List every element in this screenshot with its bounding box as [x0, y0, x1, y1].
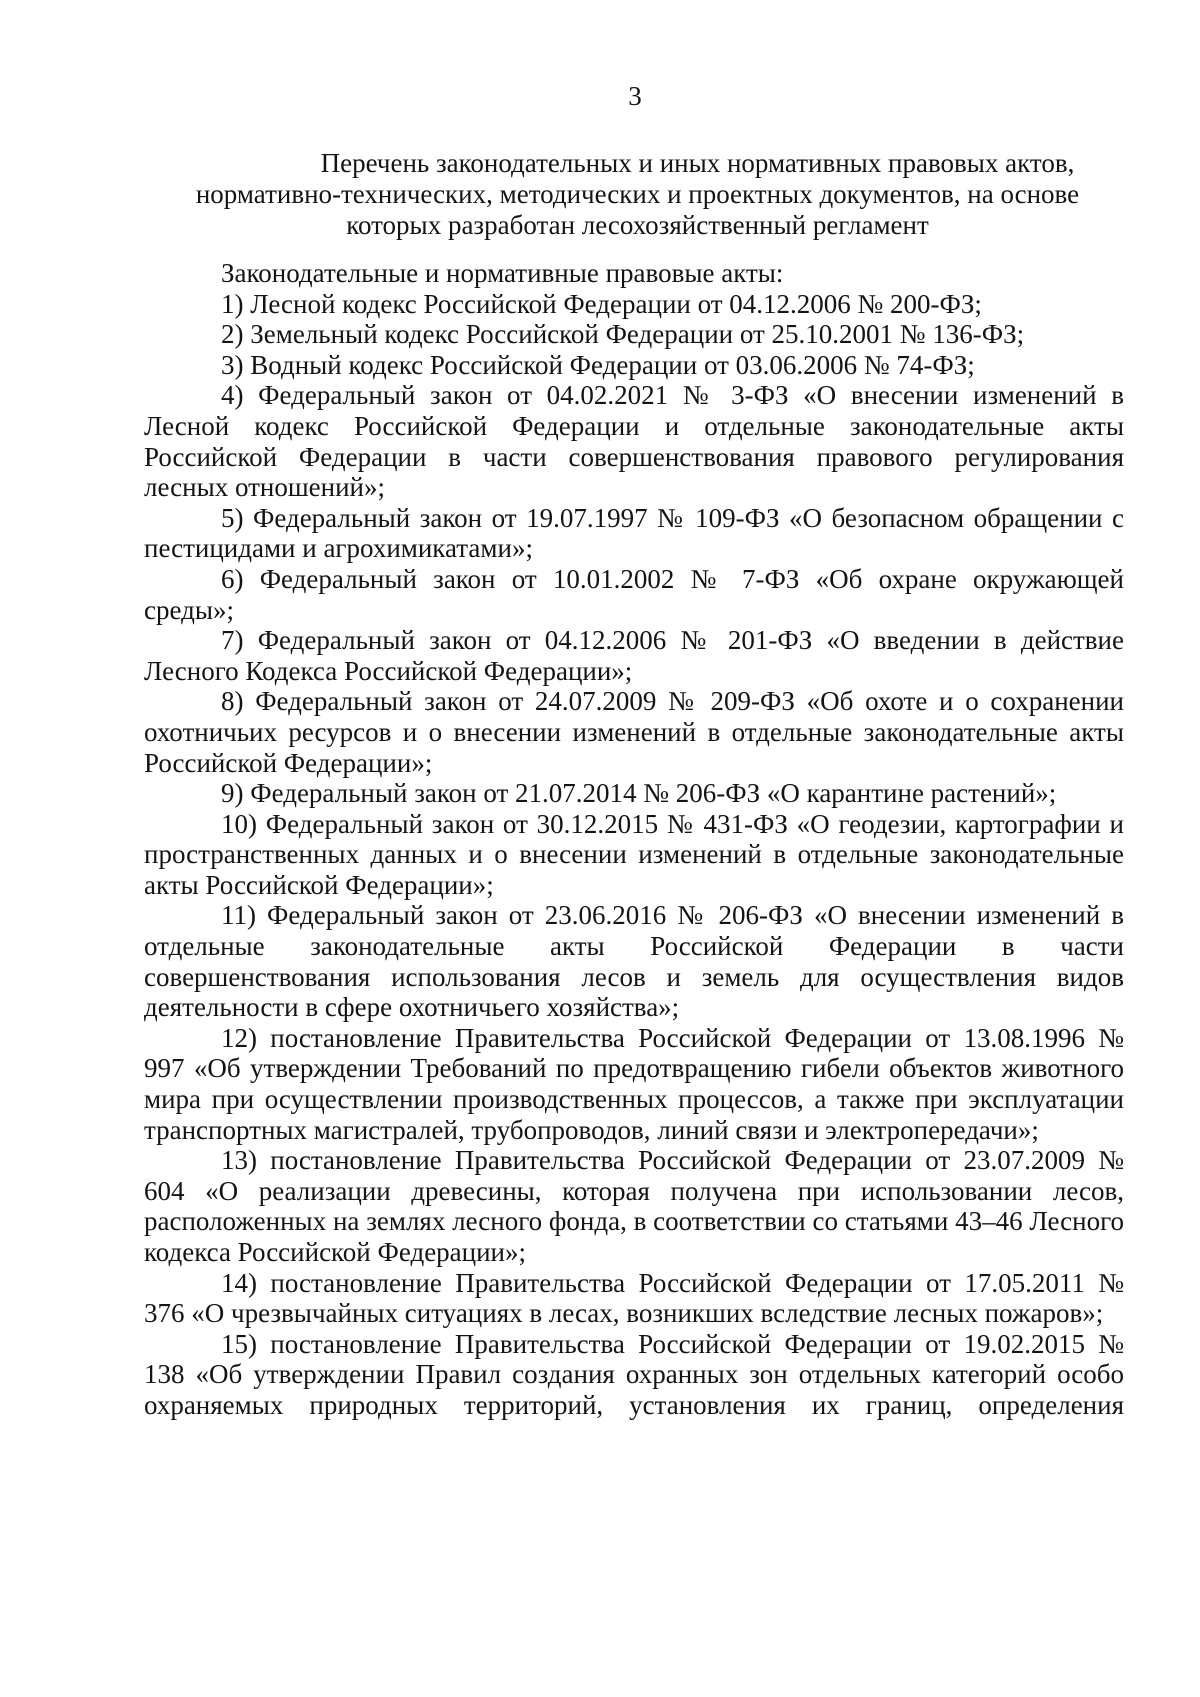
list-item: 2) Земельный кодекс Российской Федерации от 25.10.2001 № 136-ФЗ; [221, 319, 1025, 350]
title-line-1: Перечень законодательных и иных нормативных правовых актов, [320, 148, 1075, 178]
title-line-3: которых разработан лесохозяйственный регламент [346, 210, 929, 240]
list-item: 6) Федеральный закон от 10.01.2002 № 7-ФЗ «Об охране окружающей среды»; [144, 563, 1124, 625]
document-title [150, 148, 1125, 241]
list-item: 5) Федеральный закон от 19.07.1997 № 109-ФЗ «О безопасном обращении с пестицидами и агрохимикатами»; [144, 502, 1124, 564]
document-body [144, 258, 1124, 1421]
list-item: 8) Федеральный закон от 24.07.2009 № 209-ФЗ «Об охоте и о сохранении охотничьих ресурсов и о внесении изменений в отдельные законодательные акты Российской Федерации»; [144, 686, 1124, 778]
list-item: 7) Федеральный закон от 04.12.2006 № 201-ФЗ «О введении в действие Лесного Кодекса Российской Федерации»; [144, 625, 1124, 686]
page-number: 3 [628, 81, 642, 111]
list-item: 4) Федеральный закон от 04.02.2021 № 3-ФЗ «О внесении изменений в Лесной кодекс Российской Федерации и отдельные законодательные акты Российской Федерации в части совершенствования правового регулирования лесных отношений»; [144, 380, 1124, 503]
list-item: 14) постановление Правительства Российской Федерации от 17.05.2011 № 376 «О чрезвычайных ситуациях в лесах, возникших вследствие лесных пожаров»; [144, 1267, 1124, 1329]
list-item: 12) постановление Правительства Российской Федерации от 13.08.1996 № 997 «Об утверждении Требований по предотвращению гибели объектов животного мира при осуществлении производственных процессов, а также при эксплуатации транспортных магистралей, трубопроводов, линий связи и электропередачи»; [144, 1022, 1124, 1145]
list-item: 15) постановление Правительства Российской Федерации от 19.02.2015 № 138 «Об утверждении Правил создания охранных зон отдельных категорий особо охраняемых природных территорий, установления их границ, определения [144, 1328, 1124, 1420]
list-item: 10) Федеральный закон от 30.12.2015 № 431-ФЗ «О геодезии, картографии и пространственных данных и о внесении изменений в отдельные законодательные акты Российской Федерации»; [144, 808, 1124, 900]
list-item: 3) Водный кодекс Российской Федерации от 03.06.2006 № 74-ФЗ; [221, 349, 975, 380]
list-item: 13) постановление Правительства Российской Федерации от 23.07.2009 № 604 «О реализации древесины, которая получена при использовании лесов, расположенных на землях лесного фонда, в соответствии со статьями 43–46 Лесного кодекса Российской Федерации»; [144, 1145, 1124, 1267]
list-item: 1) Лесной кодекс Российской Федерации от 04.12.2006 № 200-ФЗ; [221, 288, 982, 319]
list-item: 11) Федеральный закон от 23.06.2016 № 206-ФЗ «О внесении изменений в отдельные законодательные акты Российской Федерации в части совершенствования использования лесов и земель для осуществления видов деятельности в сфере охотничьего хозяйства»; [144, 900, 1124, 1023]
list-item: 9) Федеральный закон от 21.07.2014 № 206-ФЗ «О карантине растений»; [221, 778, 1057, 809]
title-line-2: нормативно-технических, методических и проектных документов, на основе [195, 179, 1080, 209]
section-heading: Законодательные и нормативные правовые акты: [221, 258, 784, 288]
